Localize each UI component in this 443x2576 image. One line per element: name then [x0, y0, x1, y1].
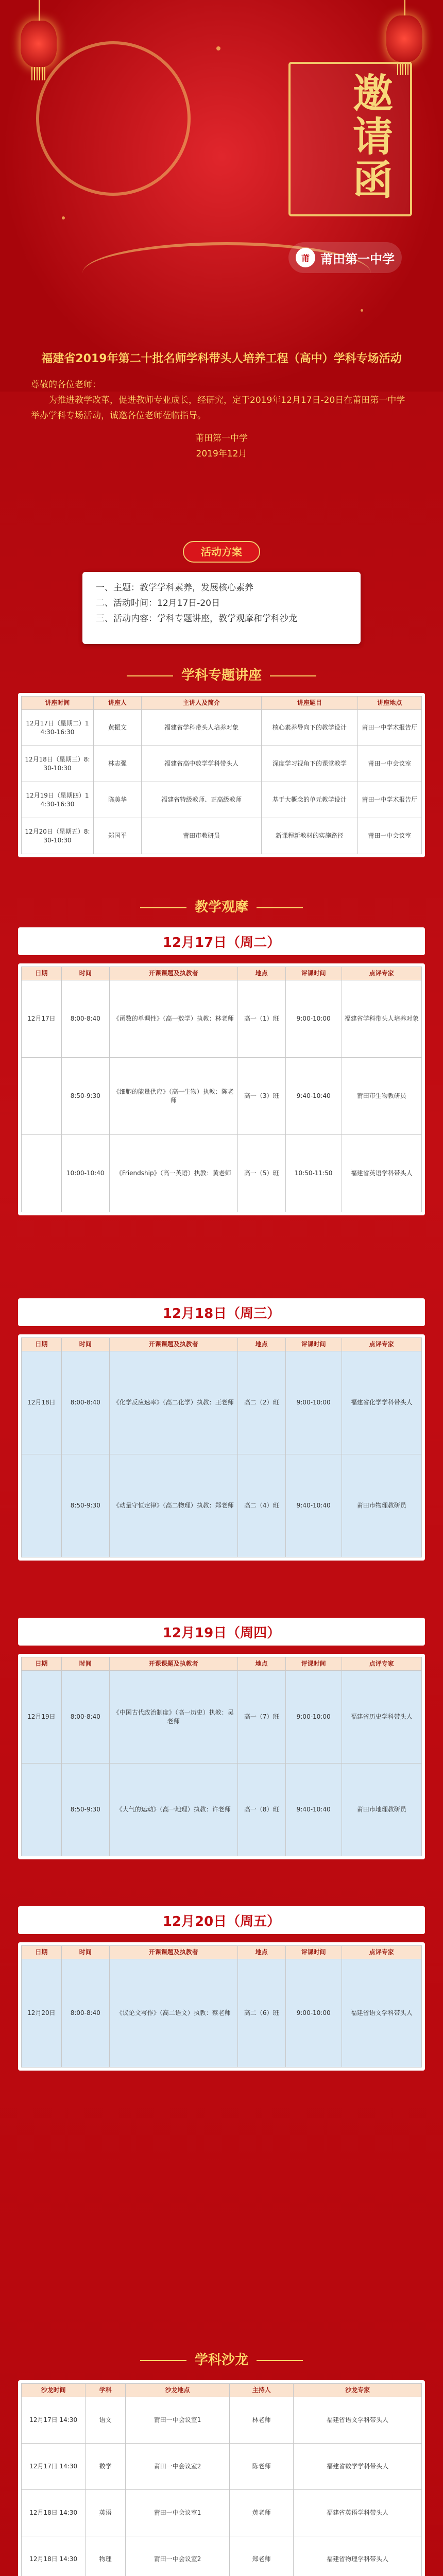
- table-row: [22, 1959, 422, 2067]
- column-header: 日期: [22, 1338, 62, 1351]
- table-cell: 莆田一中会议室2: [126, 2444, 230, 2490]
- column-header: 开课课题及执教者: [109, 1657, 237, 1671]
- observation-table: [18, 1942, 425, 2071]
- sign-date: 2019年12月: [196, 449, 247, 459]
- activity-item: 三、活动内容：学科专题讲座，教学观摩和学科沙龙: [96, 614, 297, 624]
- day-banner: [18, 1298, 425, 1326]
- table-cell: 《函数的单调性》（高一数学）执教：林老师: [109, 980, 237, 1058]
- column-header: 讲座题目: [262, 697, 357, 710]
- table-cell: 语文: [86, 2397, 126, 2444]
- column-header: 时间: [61, 1338, 109, 1351]
- table-cell: 9:00-10:00: [285, 1351, 342, 1454]
- table-cell: 数学: [86, 2444, 126, 2490]
- greeting: 尊敬的各位老师：: [31, 380, 101, 390]
- column-header: 沙龙地点: [126, 2384, 230, 2397]
- table-cell: 《动量守恒定律》（高二物理）执教：郑老师: [109, 1454, 237, 1557]
- table-header-row: [22, 697, 422, 710]
- table-cell: 高一（5）班: [237, 1135, 285, 1212]
- table-row: [22, 1058, 422, 1135]
- column-header: 时间: [61, 1946, 109, 1959]
- table-cell: 福建省英语学科带头人: [294, 2490, 422, 2536]
- table-header-row: [22, 1946, 422, 1959]
- table-row: [22, 1135, 422, 1212]
- table-cell: [22, 1454, 62, 1557]
- table-cell: 陈美华: [93, 782, 141, 818]
- column-header: 地点: [237, 967, 285, 980]
- column-header: 讲座时间: [22, 697, 94, 710]
- observation-table: [18, 963, 425, 1215]
- intro-section: [31, 350, 412, 462]
- school-logo: [288, 242, 402, 273]
- table-row: [22, 818, 422, 854]
- sign-org: 莆田第一中学: [195, 433, 248, 444]
- table-header-row: [22, 967, 422, 980]
- column-header: 时间: [61, 1657, 109, 1671]
- observation-table: [18, 1654, 425, 1859]
- table-cell: 8:50-9:30: [61, 1058, 109, 1135]
- invite-title: 邀请函: [346, 72, 393, 202]
- table-cell: 12月17日（星期二）14:30-16:30: [22, 710, 94, 746]
- table-cell: 福建省历史学科带头人: [342, 1671, 421, 1764]
- column-header: 地点: [237, 1657, 285, 1671]
- day-banner: [18, 1618, 425, 1646]
- day-label: 12月20日（周五）: [162, 1913, 281, 1929]
- column-header: 点评专家: [342, 967, 421, 980]
- table-cell: 福建省学科带头人培养对象: [342, 980, 421, 1058]
- table-cell: 黄老师: [230, 2490, 294, 2536]
- table-cell: 莆田市教研员: [142, 818, 262, 854]
- table-cell: 12月18日 14:30: [22, 2536, 86, 2576]
- observation-table: [18, 1334, 425, 1561]
- table-cell: 莆田一中会议室: [357, 818, 421, 854]
- table-cell: 9:00-10:00: [285, 1671, 342, 1764]
- table-cell: 9:00-10:00: [285, 980, 342, 1058]
- table-cell: 新课程新教材的实施路径: [262, 818, 357, 854]
- table-cell: [22, 1058, 62, 1135]
- table-cell: 高一（7）班: [237, 1671, 285, 1764]
- table-cell: 郑国平: [93, 818, 141, 854]
- table-cell: 《大气的运动》（高一地理）执教：许老师: [109, 1764, 237, 1856]
- table-row: [22, 2536, 422, 2576]
- table-cell: 《Friendship》（高一英语）执教：黄老师: [109, 1135, 237, 1212]
- lecture-table: [18, 693, 425, 857]
- table-header-row: [22, 1338, 422, 1351]
- activity-item: 二、活动时间：12月17日-20日: [96, 598, 220, 608]
- table-cell: 高一（1）班: [237, 980, 285, 1058]
- table-cell: 10:00-10:40: [61, 1135, 109, 1212]
- table-cell: 12月17日 14:30: [22, 2444, 86, 2490]
- column-header: 地点: [237, 1338, 285, 1351]
- column-header: 评课时间: [285, 1338, 342, 1351]
- table-cell: 8:50-9:30: [61, 1454, 109, 1557]
- table-cell: 9:40-10:40: [285, 1058, 342, 1135]
- table-cell: 9:00-10:00: [285, 1959, 342, 2067]
- column-header: 沙龙时间: [22, 2384, 86, 2397]
- column-header: 点评专家: [342, 1338, 421, 1351]
- sparkle-icon: [216, 46, 220, 50]
- table-cell: 8:00-8:40: [61, 980, 109, 1058]
- table-cell: 12月20日（星期五）8:30-10:30: [22, 818, 94, 854]
- table-cell: 高一（8）班: [237, 1764, 285, 1856]
- column-header: 地点: [237, 1946, 285, 1959]
- table-cell: 《中国古代政治制度》（高一历史）执教：吴老师: [109, 1671, 237, 1764]
- day-label: 12月19日（周四）: [162, 1625, 281, 1641]
- table-cell: 12月18日: [22, 1351, 62, 1454]
- table-row: [22, 1671, 422, 1764]
- table-cell: 陈老师: [230, 2444, 294, 2490]
- column-header: 日期: [22, 967, 62, 980]
- column-header: 开课课题及执教者: [109, 967, 237, 980]
- table-cell: 12月20日: [22, 1959, 62, 2067]
- school-name: 莆田第一中学: [320, 251, 395, 266]
- column-header: 学科: [86, 2384, 126, 2397]
- table-row: [22, 1351, 422, 1454]
- table-cell: 12月18日 14:30: [22, 2490, 86, 2536]
- column-header: 主持人: [230, 2384, 294, 2397]
- observation-title: 教学观摩: [0, 896, 443, 916]
- table-cell: 12月19日（星期四）14:30-16:30: [22, 782, 94, 818]
- table-cell: 12月17日 14:30: [22, 2397, 86, 2444]
- intro-body: 为推进教学改革，促进教师专业成长，经研究，定于2019年12月17日-20日在莆田第一中学举办学科专场活动，诚邀各位老师莅临指导。: [31, 395, 405, 421]
- table-cell: 莆田市物理教研员: [342, 1454, 421, 1557]
- column-header: 日期: [22, 1946, 62, 1959]
- table-cell: 林志强: [93, 746, 141, 782]
- table-cell: 8:50-9:30: [61, 1764, 109, 1856]
- column-header: 讲座人: [93, 697, 141, 710]
- table-cell: 9:40-10:40: [285, 1454, 342, 1557]
- school-emblem-icon: 莆: [296, 248, 315, 267]
- table-cell: 福建省语文学科带头人: [294, 2397, 422, 2444]
- column-header: 主讲人及简介: [142, 697, 262, 710]
- intro-heading: 福建省2019年第二十批名师学科带头人培养工程（高中）学科专场活动: [41, 352, 402, 365]
- table-cell: 莆田市地理教研员: [342, 1764, 421, 1856]
- table-row: [22, 746, 422, 782]
- day-label: 12月17日（周二）: [162, 935, 281, 951]
- hero-banner: [0, 0, 443, 392]
- table-cell: 物理: [86, 2536, 126, 2576]
- table-cell: 莆田市生物教研员: [342, 1058, 421, 1135]
- day-label: 12月18日（周三）: [162, 1306, 281, 1321]
- column-header: 时间: [61, 967, 109, 980]
- salon-table: [18, 2380, 425, 2576]
- table-cell: 10:50-11:50: [285, 1135, 342, 1212]
- table-cell: 福建省高中数学学科带头人: [142, 746, 262, 782]
- column-header: 讲座地点: [357, 697, 421, 710]
- table-cell: 12月19日: [22, 1671, 62, 1764]
- lantern-icon: [21, 21, 57, 67]
- table-cell: 莆田一中学术报告厅: [357, 710, 421, 746]
- table-cell: 郑老师: [230, 2536, 294, 2576]
- day-banner: [18, 927, 425, 955]
- lecture-title: 学科专题讲座: [0, 665, 443, 684]
- table-cell: 黄振文: [93, 710, 141, 746]
- table-header-row: [22, 2384, 422, 2397]
- column-header: 评课时间: [285, 1657, 342, 1671]
- table-cell: 12月18日（星期三）8:30-10:30: [22, 746, 94, 782]
- lantern-icon: [386, 15, 422, 62]
- table-cell: 英语: [86, 2490, 126, 2536]
- table-cell: 福建省数学学科带头人: [294, 2444, 422, 2490]
- table-cell: 12月17日: [22, 980, 62, 1058]
- activity-tag: 活动方案: [183, 541, 260, 563]
- table-cell: 高二（6）班: [237, 1959, 285, 2067]
- table-cell: 林老师: [230, 2397, 294, 2444]
- column-header: 开课课题及执教者: [109, 1946, 237, 1959]
- table-cell: 福建省语文学科带头人: [342, 1959, 421, 2067]
- table-cell: 莆田一中会议室2: [126, 2536, 230, 2576]
- table-cell: 8:00-8:40: [61, 1671, 109, 1764]
- table-cell: 莆田一中学术报告厅: [357, 782, 421, 818]
- table-cell: [22, 1135, 62, 1212]
- table-cell: 高二（2）班: [237, 1351, 285, 1454]
- sparkle-icon: [361, 309, 363, 312]
- table-row: [22, 710, 422, 746]
- table-cell: 深度学习视角下的课堂教学: [262, 746, 357, 782]
- table-cell: 莆田一中会议室: [357, 746, 421, 782]
- table-cell: 福建省化学学科带头人: [342, 1351, 421, 1454]
- table-cell: 福建省学科带头人培养对象: [142, 710, 262, 746]
- column-header: 沙龙专家: [294, 2384, 422, 2397]
- activity-item: 一、主题：教学学科素养，发展核心素养: [96, 583, 253, 593]
- table-cell: 福建省特级教师、正高级教师: [142, 782, 262, 818]
- day-banner: [18, 1906, 425, 1934]
- table-row: [22, 2444, 422, 2490]
- table-row: [22, 1764, 422, 1856]
- table-row: [22, 782, 422, 818]
- column-header: 点评专家: [342, 1946, 421, 1959]
- table-row: [22, 1454, 422, 1557]
- table-cell: 8:00-8:40: [61, 1351, 109, 1454]
- table-cell: 基于大概念的单元教学设计: [262, 782, 357, 818]
- table-cell: 9:40-10:40: [285, 1764, 342, 1856]
- table-cell: 莆田一中会议室1: [126, 2490, 230, 2536]
- table-row: [22, 2490, 422, 2536]
- table-cell: 《议论文写作》（高二语文）执教：蔡老师: [109, 1959, 237, 2067]
- column-header: 点评专家: [342, 1657, 421, 1671]
- table-cell: 高二（4）班: [237, 1454, 285, 1557]
- column-header: 评课时间: [285, 1946, 342, 1959]
- column-header: 开课课题及执教者: [109, 1338, 237, 1351]
- sparkle-icon: [62, 216, 65, 219]
- activity-card: [82, 572, 361, 644]
- fan-decoration: [36, 41, 191, 196]
- column-header: 评课时间: [285, 967, 342, 980]
- salon-title: 学科沙龙: [0, 2349, 443, 2368]
- column-header: 日期: [22, 1657, 62, 1671]
- table-row: [22, 2397, 422, 2444]
- table-row: [22, 980, 422, 1058]
- table-cell: 《细胞的能量供应》（高一生物）执教：陈老师: [109, 1058, 237, 1135]
- table-cell: [22, 1764, 62, 1856]
- table-cell: 《化学反应速率》（高二化学）执教：王老师: [109, 1351, 237, 1454]
- table-cell: 莆田一中会议室1: [126, 2397, 230, 2444]
- table-cell: 8:00-8:40: [61, 1959, 109, 2067]
- table-cell: 福建省英语学科带头人: [342, 1135, 421, 1212]
- table-cell: 核心素养导向下的教学设计: [262, 710, 357, 746]
- table-cell: 福建省物理学科带头人: [294, 2536, 422, 2576]
- table-cell: 高一（3）班: [237, 1058, 285, 1135]
- table-header-row: [22, 1657, 422, 1671]
